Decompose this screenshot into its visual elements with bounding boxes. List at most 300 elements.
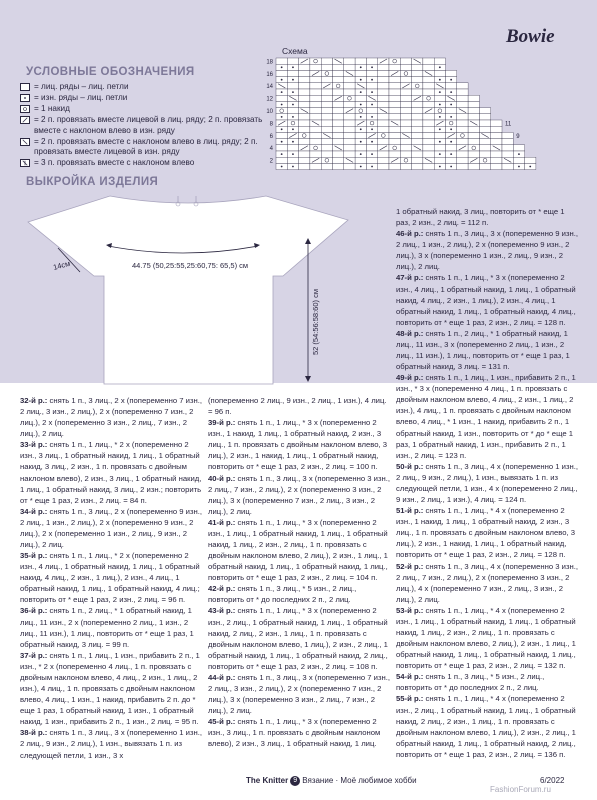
chart-dot [360,104,362,106]
chart-cell [525,157,536,163]
chart-dot [292,128,294,130]
chart-cell [468,151,479,157]
chart-dot [281,141,283,143]
chart-cell [310,126,321,132]
chart-cell [412,126,423,132]
chart-dot [360,116,362,118]
chart-cell [287,145,298,151]
legend-title: УСЛОВНЫЕ ОБОЗНАЧЕНИЯ [26,66,195,78]
chart-row-number: 8 [269,121,273,128]
chart-cell [468,126,479,132]
chart-dot [281,153,283,155]
row-instruction: снять 1 п., 3 лиц., 3 x (попеременно 9 изн., 2 лиц., 1 изн., 2 лиц.), 2 x (попеременно 9 изн., 2 лиц.), 3 x (попеременно 1 изн., 2 лиц., 9 изн., 2 лиц.), 2 лиц. [396,229,578,272]
chart-cell [287,58,298,64]
chart-cell [333,108,344,114]
chart-row-number: 14 [266,84,273,91]
chart-cell [344,95,355,101]
chart-dot [371,116,373,118]
chart-cell [468,95,479,101]
chart-cell [400,126,411,132]
chart-cell [310,151,321,157]
chart-cell [389,132,400,138]
chart-dot [450,153,452,155]
chart-cell [378,157,389,163]
chart-cell [355,108,366,114]
row-number: 44-й р.: [208,672,236,682]
chart-cell [321,145,332,151]
chart-cell [333,120,344,126]
chart-cell [276,132,287,138]
chart-cell [287,108,298,114]
row-instruction: снять 1 п., 1 лиц., * 4 x (попеременно 2 изн., 1 лиц., 1 обратный накид, 1 лиц., 1 обратный накид, 1 лиц., 2 изн., 2 лиц., 1 п. провязать с двойным наклоном влево, 2 лиц.), 2 изн., 1 лиц., 1 обратный накид, 1 лиц., 1 обратный накид, 1 лиц., повторить от * еще 1 раз, 2 изн., 2 лиц. = 132 п. [396,605,576,671]
chart-cell [321,108,332,114]
legend-item [20,115,268,136]
row-instruction: снять 1 п., 3 лиц., 3 x (попеременно 7 изн., 2 лиц., 3 изн., 2 лиц.), 2 x (попеременно 7 изн., 2 лиц.), 3 x (попеременно 3 изн., 2 лиц., 7 изн., 2 лиц.), 2 лиц. [208,672,390,716]
row-number: 46-й р.: [396,229,424,239]
chart-cell [299,77,310,83]
chart-cell [434,157,445,163]
chart-cell [502,132,513,138]
chart-cell [378,120,389,126]
chart-dot [450,166,452,168]
row-instruction: снять 1 п., 3 лиц., 3 x (попеременно 3 изн., 2 лиц., 7 изн., 2 лиц.), 2 x (попеременно 3 изн., 2 лиц.), 3 x (попеременно 7 изн., 2 лиц., 3 изн., 2 лиц.), 2 лиц. [208,473,390,516]
chart-cell [412,120,423,126]
legend-text: = 3 п. провязать вместе с наклоном влево [34,158,195,167]
chart-cell [412,163,423,169]
instruction-paragraph [20,506,205,550]
chart-cell [333,101,344,107]
row-instruction: снять 1 п., 1 лиц., * 2 x (попеременно 2 изн., 3 лиц., 1 обратный накид, 1 лиц., 1 обратный накид, 3 лиц., 2 изн., 1 п. провязать с двойным наклоном влево), 2 изн., 3 лиц., 1 обратный накид, 1 лиц., 1 обратный накид, 3 лиц., 2 изн.; повторить от * еще 1 раз, 2 изн., 2 лиц. = 84 п. [20,440,202,505]
chart-cell [479,151,490,157]
chart-row-number: 12 [266,96,273,103]
chart-dot [292,153,294,155]
chart-row-number: 4 [269,146,273,153]
chart-cell [389,77,400,83]
chart-cell [491,126,502,132]
chart-dot [439,153,441,155]
chart-cell [321,58,332,64]
footer-magazine [246,776,417,786]
chart-cell [400,120,411,126]
chart-cell [479,114,490,120]
instruction-paragraph [396,328,578,372]
chart-cell [299,89,310,95]
chart-cell [310,163,321,169]
chart-cell [412,132,423,138]
chart-cell [400,151,411,157]
chart-cell [491,151,502,157]
chart-cell [389,108,400,114]
chart-dot [371,153,373,155]
chart-dot [360,128,362,130]
chart-cell [344,163,355,169]
chart-cell [457,114,468,120]
instruction-paragraph [396,693,578,759]
chart-cell [457,101,468,107]
chart-cell [321,95,332,101]
chart-side-number: 11 [505,121,512,128]
row-number: 43-й р.: [208,606,236,616]
chart-cell [400,157,411,163]
row-instruction: снять 1 п., 1 лиц., * 3 x (попеременно 2 изн., 1 лиц., 1 обратный накид, 1 лиц., 1 обратный накид, 1 лиц., 2 изн., 2 лиц., 1 п. провязать с двойным наклоном влево, 2 лиц.), 2 изн., 1 лиц., 1 обратный накид, 1 лиц., 1 обратный накид, 1 лиц., повторить от * еще 1 раз, 2 изн., 2 лиц. = 104 п. [208,517,388,583]
chart-cell [468,145,479,151]
chart-cell [344,58,355,64]
instruction-paragraph [396,228,578,272]
chart-row-number: 2 [269,158,273,165]
garment-outline [28,196,348,384]
chart-cell [366,108,377,114]
chart-cell [423,95,434,101]
chart-cell [491,157,502,163]
chart-cell [366,70,377,76]
chart-cell [423,114,434,120]
row-number: 47-й р.: [396,273,424,283]
row-number: 40-й р.: [208,473,236,483]
chart-cell [276,58,287,64]
chart-cell [446,83,457,89]
row-instruction: снять 1 п., 1 лиц., * 4 x (попеременно 2 изн., 1 накид, 1 лиц., 1 обратный накид, 2 изн., 3 лиц., 1 п. провязать с двойным наклоном влево, 3 лиц.), 2 изн., 1 накид, 1 лиц., 1 обратный накид, повторить от * еще 1 раз, 2 изн., 2 лиц. = 128 п. [396,506,576,560]
slash-right-icon [20,116,30,124]
chart-cell [344,77,355,83]
legend-text: = 2 п. провязать вместе с наклоном влево в лиц. ряду; 2 п. провязать вместе лицевой в изн. ряду [34,136,258,156]
row-instruction: 1 обратный накид, 3 лиц., повторить от * еще 1 раз, 2 изн., 2 лиц. = 112 п. [396,207,565,228]
chart-cell [389,126,400,132]
chart-cell [491,132,502,138]
instruction-paragraph [396,605,578,671]
chart-cell [423,151,434,157]
chart-cell [468,114,479,120]
row-instruction: снять 1 п., 1 лиц., * 2 x (попеременно 2 изн., 4 лиц., 1 обратный накид, 1 лиц., 1 обратный накид, 4 лиц., 2 изн., 1 лиц.), 2 изн., 4 лиц., 1 обратный накид, 1 лиц., 1 обратный накид, 4 лиц.; повторить от * еще 1 раз, 2 изн., 2 лиц. = 96 п. [20,551,200,605]
chart-cell [287,70,298,76]
chart-cell [457,120,468,126]
chart-cell [479,139,490,145]
instruction-paragraph [20,395,205,439]
chart-cell [513,157,524,163]
chart-dot [529,166,531,168]
chart-cell [457,83,468,89]
chart-cell [423,139,434,145]
chart-cell [502,151,513,157]
instruction-paragraph [396,206,578,228]
chart-cell [366,120,377,126]
chart-cell [457,132,468,138]
instruction-paragraph [396,561,578,605]
chart-cell [423,126,434,132]
row-number: 32-й р.: [20,396,48,405]
chart-cell [287,83,298,89]
instruction-paragraph [208,473,391,517]
chart-cell [333,114,344,120]
chart-dot [371,166,373,168]
row-instruction: снять 1 п., 1 лиц., * 3 x (попеременно 2 изн., 2 лиц., 1 обратный накид, 1 лиц., 1 обратный накид, 2 лиц., 2 изн., 1 лиц., 1 п. провязать с двойным наклоном влево, 1 лиц.), 2 изн., 2 лиц., 1 обратный накид, 1 лиц., 1 обратный накид, 2 лиц., повторить от * еще 1 раз, 2 изн., 2 лиц. = 108 п. [208,606,388,671]
chart-dot [371,91,373,93]
chart-dot [292,166,294,168]
legend-list [20,82,268,169]
chart-cell [276,157,287,163]
chart-cell [344,64,355,70]
chart-cell [344,114,355,120]
chart-cell [344,120,355,126]
row-instruction: снять 1 п., 1 лиц., * 3 x (попеременно 2 изн., 1 накид, 1 лиц., 1 обратный накид, 2 изн., 3 лиц., 1 п. провязать с двойным наклоном влево, 3 лиц.), 2 изн., 1 накид, 1 лиц., 1 обратный накид, повторить от * еще 1 раз, 2 изн., 2 лиц. = 100 п. [208,418,388,472]
chart-cell [412,114,423,120]
legend-item [20,137,268,158]
chart-cell [400,101,411,107]
chart-cell [412,83,423,89]
row-number: 55-й р.: [396,694,424,704]
chart-cell [355,132,366,138]
row-instruction: снять 1 п., 3 лиц., 4 x (попеременно 1 изн., 2 лиц., 9 изн., 2 лиц.), 1 изн., вывязать 1 п. из следующей петли, 1 изн., 4 x (попеременно 2 лиц., 9 изн., 2 лиц., 1 изн.), 4 лиц. = 124 п. [396,461,578,505]
chart-dot [439,66,441,68]
chart-cell [310,108,321,114]
chart-cell [479,126,490,132]
chart-cell [321,64,332,70]
chart-dot [371,79,373,81]
chart-cell [344,83,355,89]
chart-dot [439,128,441,130]
chart-dot [371,141,373,143]
chart-dot [292,104,294,106]
chart-dot [439,116,441,118]
chart-cell [333,83,344,89]
chart-cell [310,132,321,138]
chart-dot [281,66,283,68]
sleeve-label: 14см [52,258,72,272]
chart-cell [513,145,524,151]
chart-cell [412,77,423,83]
chart-cell [457,139,468,145]
row-number: 41-й р.: [208,517,236,527]
row-number: 39-й р.: [208,418,236,428]
chart-cell [321,114,332,120]
chart-dot [439,91,441,93]
chart-cell [355,70,366,76]
triple-decrease-icon [20,159,30,167]
instruction-paragraph [20,650,205,728]
magazine-tagline: Вязание · Моё любимое хобби [302,776,417,786]
chart-cell [355,95,366,101]
chart-cell [344,151,355,157]
brand-title: Bowie [506,26,555,47]
chart-cell [299,101,310,107]
chart-cell [299,126,310,132]
chart-side-number: 9 [516,133,520,140]
circle-square-icon [20,105,30,113]
garment-schematic [18,188,358,388]
chart-cell [400,58,411,64]
chart-cell [457,89,468,95]
chart-cell [310,89,321,95]
chart-dot [281,104,283,106]
chart-dot [439,79,441,81]
chart-cell [412,108,423,114]
chart-cell [333,139,344,145]
chart-cell [389,101,400,107]
legend-text: = лиц. ряды – лиц. петли [34,82,129,91]
row-instruction: снять 1 п., 2 лиц., * 1 обратный накид, 1 лиц., 11 изн., 2 x (попеременно 2 лиц., 1 изн., 2 лиц., 11 изн.), 1 лиц., повторить от * еще 1 раз, 1 обратный накид, 3 лиц. = 99 п. [20,606,194,649]
row-number: 48-й р.: [396,328,424,338]
chart-dot [360,91,362,93]
chart-cell [468,139,479,145]
chart-cell [502,145,513,151]
chart-cell [378,101,389,107]
chart-cell [276,70,287,76]
chart-cell [400,114,411,120]
slash-left-icon [20,138,30,146]
schema-label: Схема [282,46,308,56]
chart-cell [299,64,310,70]
chart-cell [423,145,434,151]
row-instruction: снять 1 п., 1 лиц., 1 изн., прибавить 2 п., 1 изн., * 2 x (попеременно 4 лиц., 1 п. провязать с двойным наклоном влево, 4 лиц., 2 изн., 1 лиц., 2 изн.), 4 лиц., 1 п. провязать с двойным наклоном влево, 4 лиц., 1 изн., 1 накид, прибавить 2 п. до * еще 1 раз, 1 обратный накид, 1 изн., 1 обратный накид, 1 изн., прибавить 2 п., 1 изн., 2 лиц. = 95 п. [20,650,200,727]
chart-dot [439,104,441,106]
chart-cell [366,58,377,64]
chart-cell [468,101,479,107]
chart-cell [491,163,502,169]
chart-cell [423,77,434,83]
instruction-paragraph [20,727,205,760]
chart-cell [457,157,468,163]
chart-cell [468,163,479,169]
chart-cell [310,101,321,107]
chart-row-number: 18 [266,59,273,66]
chart-cell [310,58,321,64]
chart-cell [310,139,321,145]
chart-cell [366,145,377,151]
chart-cell [434,95,445,101]
chart-cell [378,77,389,83]
legend-text: = изн. ряды – лиц. петли [34,93,128,102]
chart-cell [333,151,344,157]
chart-cell [400,163,411,169]
chart-cell [400,64,411,70]
chart-cell [378,83,389,89]
chart-dot [371,104,373,106]
chart-dot [439,166,441,168]
width-label: 44.75 (50,25:55,25:60,75: 65,5) см [132,261,249,270]
chart-cell [412,157,423,163]
chart-dot [371,128,373,130]
chart-cell [389,89,400,95]
chart-cell [423,58,434,64]
chart-dot [292,66,294,68]
chart-cell [400,108,411,114]
chart-cell [310,95,321,101]
chart-dot [518,166,520,168]
chart-cell [321,139,332,145]
row-instruction: снять 1 п., 1 лиц., * 4 x (попеременно 2 изн., 2 лиц., 1 обратный накид, 1 лиц., 1 обратный накид, 2 лиц., 2 изн., 1 лиц., 1 п. провязать с двойным наклоном влево, 1 лиц.), 2 изн., 2 лиц., 1 обратный накид, 1 лиц., 1 обратный накид, 2 лиц., повторить от * еще 1 раз, 2 изн., 2 лиц. = 136 п. [396,694,576,759]
chart-cell [457,151,468,157]
chart-row-number: 6 [269,133,273,140]
chart-cell [378,70,389,76]
legend-item [20,158,268,169]
row-number: 51-й р.: [396,506,424,516]
chart-cell [400,95,411,101]
row-number: 53-й р.: [396,605,424,615]
chart-dot [371,66,373,68]
chart-cell [299,151,310,157]
chart-cell [333,64,344,70]
chart-cell [310,64,321,70]
chart-dot [360,66,362,68]
chart-cell [400,89,411,95]
chart-cell [423,89,434,95]
chart-cell [276,95,287,101]
row-number: 54-й р.: [396,672,424,682]
chart-row-number: 10 [266,109,273,115]
chart-cell [434,132,445,138]
instruction-paragraph [20,550,205,605]
chart-cell [333,77,344,83]
chart-cell [446,145,457,151]
chart-cell [378,114,389,120]
chart-cell [389,95,400,101]
row-instruction: снять 1 п., 3 лиц., 4 x (попеременно 3 изн., 2 лиц., 7 изн., 2 лиц.), 2 x (попеременно 3 изн., 2 лиц.), 4 x (попеременно 7 изн., 2 лиц., 3 изн., 2 лиц.), 2 лиц. [396,561,578,604]
chart-cell [389,151,400,157]
chart-cell [378,139,389,145]
chart-dot [450,141,452,143]
pattern-title: ВЫКРОЙКА ИЗДЕЛИЯ [26,176,159,188]
row-instruction: снять 1 п., 2 лиц., * 1 обратный накид, 1 лиц., 11 изн., 3 x (попеременно 2 лиц., 1 изн., 2 лиц., 11 изн.), 1 лиц., повторить от * еще 1 раз, 1 обратный накид, 3 лиц. = 131 п. [396,328,570,372]
chart-dot [360,79,362,81]
instruction-paragraph [208,417,391,472]
chart-cell [446,70,457,76]
chart-cell [412,151,423,157]
instruction-paragraph [208,605,391,671]
row-number: 50-й р.: [396,461,424,471]
chart-cell [400,145,411,151]
chart-cell [479,120,490,126]
chart-cell [333,70,344,76]
chart-cell [299,157,310,163]
chart-cell [321,77,332,83]
chart-cell [389,83,400,89]
instruction-paragraph [208,716,391,749]
chart-cell [355,145,366,151]
legend-item [20,82,268,93]
chart-cell [468,132,479,138]
chart-cell [378,151,389,157]
chart-dot [281,128,283,130]
chart-cell [287,120,298,126]
chart-cell [400,139,411,145]
chart-cell [378,64,389,70]
knitting-chart [262,54,562,176]
chart-cell [299,114,310,120]
chart-row-number: 16 [266,71,273,78]
instruction-paragraph [20,439,205,505]
chart-cell [457,126,468,132]
chart-cell [299,139,310,145]
chart-cell [446,108,457,114]
chart-cell [412,70,423,76]
chart-cell [344,145,355,151]
instruction-paragraph [208,672,391,716]
chart-cell [479,157,490,163]
chart-cell [310,145,321,151]
chart-cell [299,132,310,138]
chart-cell [389,139,400,145]
row-instruction: снять 1 п., 3 лиц., * 5 изн., 2 лиц., повторить от * до последних 2 п., 2 лиц. [208,584,357,605]
chart-cell [344,89,355,95]
chart-cell [366,83,377,89]
instructions-column-3 [396,206,578,760]
chart-dot [450,116,452,118]
chart-cell [276,145,287,151]
instruction-paragraph [208,583,391,605]
chart-cell [400,77,411,83]
chart-cell [412,64,423,70]
chart-cell [344,139,355,145]
chart-cell [389,145,400,151]
